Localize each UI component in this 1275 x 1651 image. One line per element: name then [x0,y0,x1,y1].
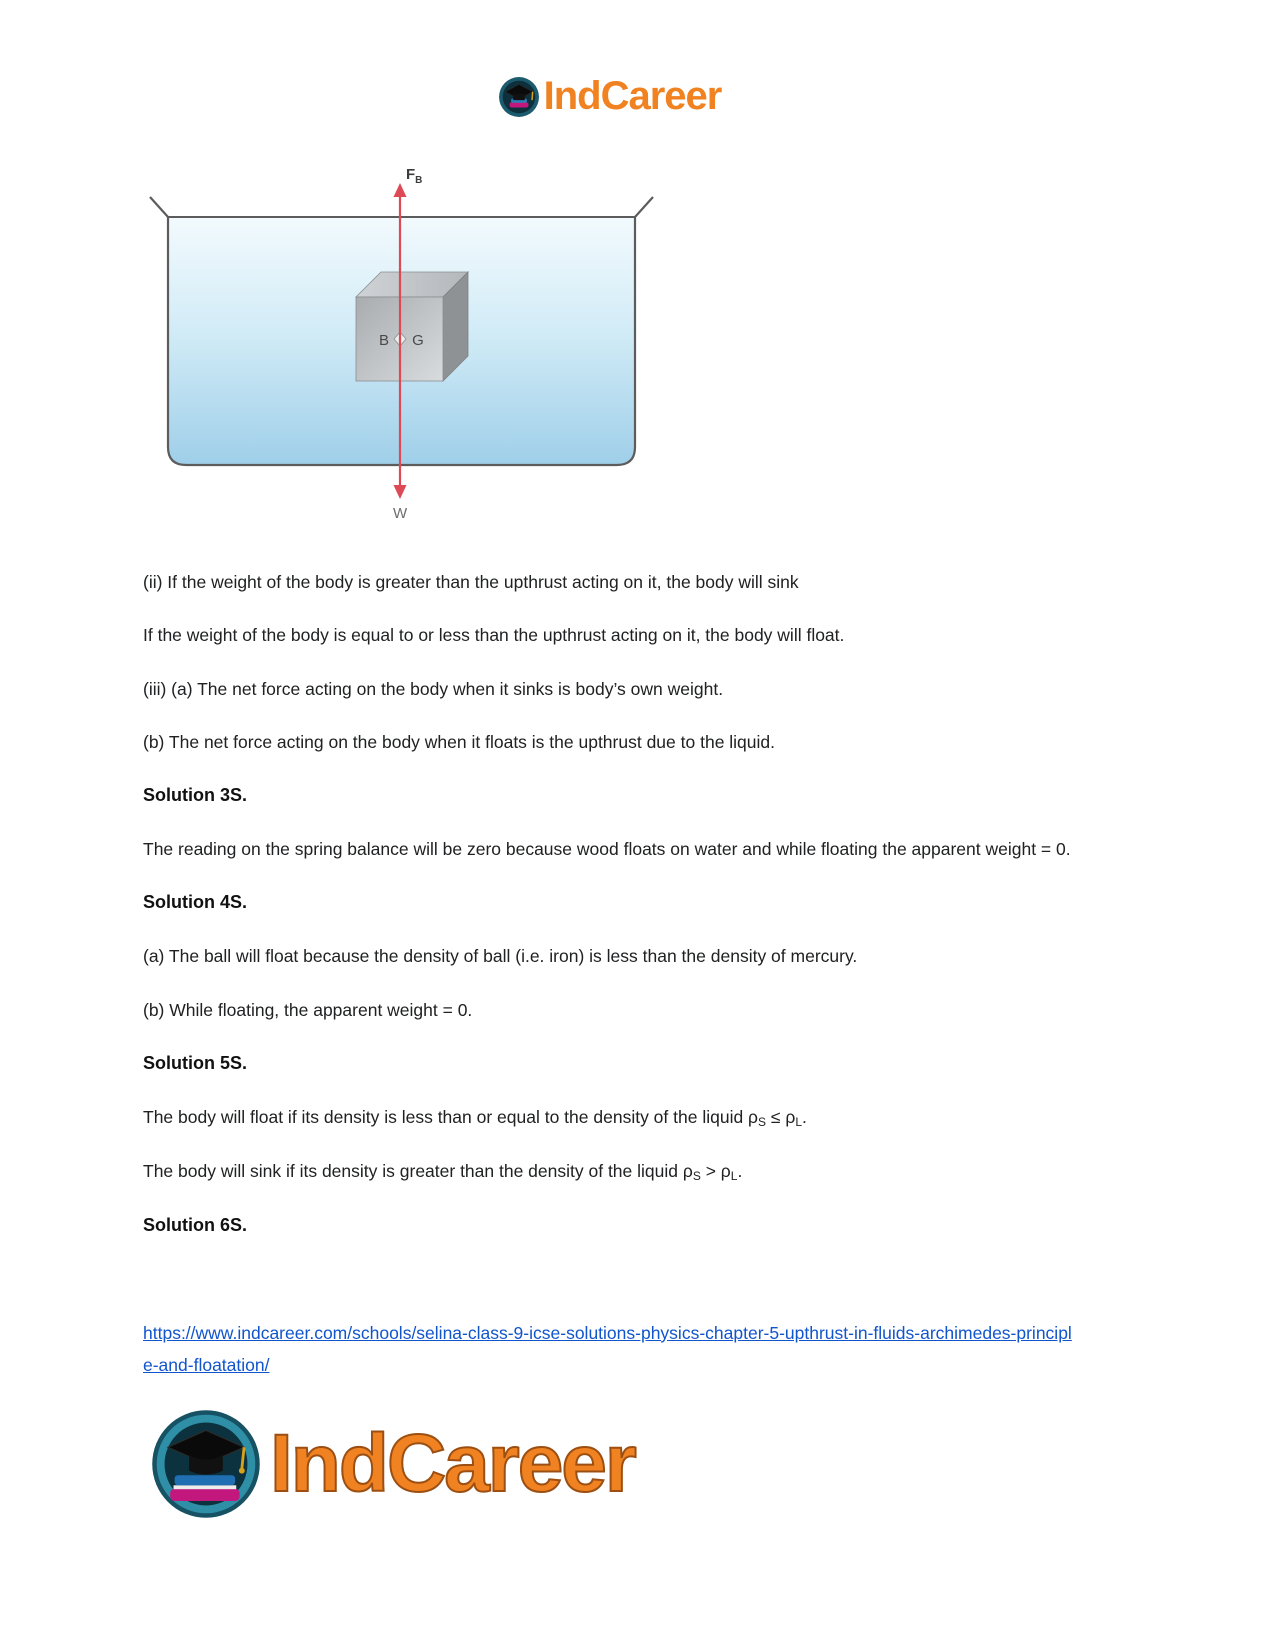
solution-3s-heading: Solution 3S. [143,785,248,805]
solution-3s-text: The reading on the spring balance will be zero because wood floats on water and while floating the apparent weight = 0. [143,839,1071,859]
density-sub-l: L [730,1168,738,1183]
solution-5s-float: The body will float if its density is less than or equal to the density of the liquid $\rho_S \le \rho_L$. [143,1106,807,1129]
book-shape [170,1488,239,1500]
upthrust-diagram-svg [138,165,670,525]
solution-5s-heading: Solution 5S. [143,1052,248,1073]
book-shape [509,102,528,107]
para-weight-equal: If the weight of the body is equal to or less than the upthrust acting on it, the body will float. [143,625,845,646]
footer-logo [150,1408,1275,1520]
immersed-cube [356,272,468,381]
density-sub-s: S [758,1114,767,1129]
density-sub-l: L [795,1114,803,1129]
weight-label: W [393,505,408,522]
indcareer-logo-icon [498,76,540,118]
source-link[interactable]: https://www.indcareer.com/schools/selina-class-9-icse-solutions-physics-chapter-5-upthrust-in-fluids-archimedes-principle-and-floatation/ [143,1322,1072,1376]
para-weight-greater: (ii) If the weight of the body is greater than the upthrust acting on it, the body will sink [143,572,799,592]
gravity-point-label: G [412,332,424,349]
indcareer-logo-icon-large [150,1408,262,1520]
brand-name-large: IndCareer [270,1417,635,1509]
book-shape [175,1475,235,1485]
solution-4s-heading: Solution 4S. [143,892,248,913]
para-net-force-float: (b) The net force acting on the body when it floats is the upthrust due to the liquid. [143,731,776,752]
header-logo [0,0,1247,119]
tassel [532,91,533,99]
source-link-block [143,1317,1078,1382]
buoyancy-point-label: B [378,332,390,349]
solution-4s-b: (b) While floating, the apparent weight = 0. [143,999,473,1020]
solution-4s-a: (a) The ball will float because the density of ball (i.e. iron) is less than the density of mercury. [143,946,858,967]
solution-5s-sink: The body will sink if its density is greater than the density of the liquid $\rho_S > \rho_L$. [143,1160,743,1183]
para-net-force-sink: (iii) (a) The net force acting on the body when it sinks is body’s own weight. [143,678,724,699]
upthrust-diagram [138,165,670,525]
solution-text [143,569,1083,1239]
force-up-label: $F_B$ [406,166,423,186]
solution-6s-heading: Solution 6S. [143,1214,248,1235]
density-sub-s: S [692,1168,701,1183]
brand-name: IndCareer [543,74,722,118]
